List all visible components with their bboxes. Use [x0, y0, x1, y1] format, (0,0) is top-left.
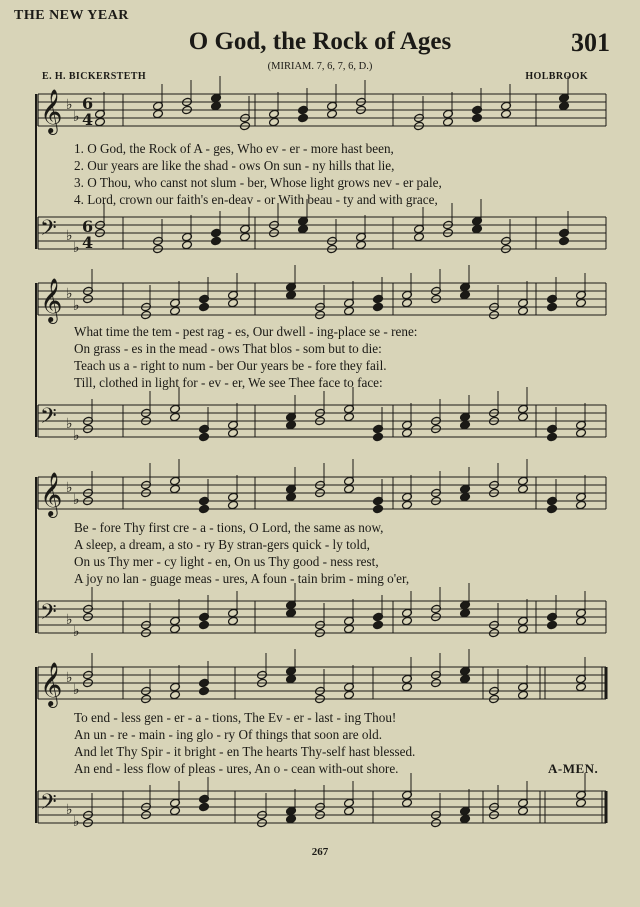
- lyric-line: 2. Our years are like the shad - ows On sun - ny hills that lie,: [74, 158, 395, 173]
- lyric-line: To end - less gen - er - a - tions, The Ev - er - last - ing Thou!: [74, 710, 397, 725]
- lyric-line: And let Thy Spir - it bright - en The hearts Thy-self hast blessed.: [74, 744, 416, 759]
- lyric-line: An un - re - main - ing glo - ry Of things that soon are old.: [74, 727, 383, 742]
- flat-icon: ♭: [66, 416, 73, 432]
- flat-icon: ♭: [73, 624, 80, 640]
- flat-icon: ♭: [73, 492, 80, 508]
- flat-icon: ♭: [66, 286, 73, 302]
- bass-clef-icon: 𝄢: [40, 600, 57, 630]
- lyric-line: An end - less flow of pleas - ures, An o - cean with-out shore.: [74, 761, 399, 776]
- lyric-line: 1. O God, the Rock of A - ges, Who ev - er - more hast been,: [74, 141, 394, 156]
- bass-clef-icon: 𝄢: [40, 790, 57, 820]
- page-number: 267: [311, 846, 329, 858]
- amen-label: A-MEN.: [548, 761, 599, 776]
- lyric-line: 3. O Thou, who canst not slum - ber, Whose light grows nev - er pale,: [74, 175, 442, 190]
- flat-icon: ♭: [73, 814, 80, 830]
- flat-icon: ♭: [73, 682, 80, 698]
- hymn-title: O God, the Rock of Ages: [188, 28, 452, 55]
- time-signature-top: 6: [82, 217, 94, 236]
- tune-meter: (MIRIAM. 7, 6, 7, 6, D.): [267, 61, 373, 72]
- lyric-line: Teach us a - right to num - ber Our years be - fore they fail.: [74, 358, 387, 373]
- composer-credit: HOLBROOK: [525, 71, 588, 82]
- flat-icon: ♭: [73, 428, 80, 444]
- flat-icon: ♭: [66, 97, 73, 113]
- flat-icon: ♭: [66, 228, 73, 244]
- treble-clef-icon: 𝄞: [40, 472, 63, 516]
- treble-clef-icon: 𝄞: [40, 89, 63, 133]
- flat-icon: ♭: [66, 802, 73, 818]
- lyric-line: On grass - es in the mead - ows That blos - som but to die:: [74, 341, 382, 356]
- time-signature-bottom: 4: [82, 110, 94, 129]
- section-heading: THE NEW YEAR: [14, 8, 129, 23]
- flat-icon: ♭: [66, 670, 73, 686]
- treble-clef-icon: 𝄞: [40, 662, 63, 706]
- lyric-line: Be - fore Thy first cre - a - tions, O Lord, the same as now,: [74, 520, 384, 535]
- flat-icon: ♭: [73, 109, 80, 125]
- lyric-line: On us Thy mer - cy light - en, On us Thy good - ness rest,: [74, 554, 379, 569]
- time-signature-bottom: 4: [82, 233, 94, 252]
- lyric-line: Till, clothed in light for - ev - er, We see Thee face to face:: [74, 375, 383, 390]
- bass-clef-icon: 𝄢: [40, 216, 57, 246]
- hymn-number: 301: [571, 28, 610, 57]
- time-signature-top: 6: [82, 94, 94, 113]
- flat-icon: ♭: [66, 480, 73, 496]
- author-credit: E. H. BICKERSTETH: [42, 71, 147, 82]
- flat-icon: ♭: [66, 612, 73, 628]
- flat-icon: ♭: [73, 240, 80, 256]
- lyric-line: 4. Lord, crown our faith's en-deav - or With beau - ty and with grace,: [74, 192, 438, 207]
- bass-clef-icon: 𝄢: [40, 404, 57, 434]
- flat-icon: ♭: [73, 298, 80, 314]
- treble-clef-icon: 𝄞: [40, 278, 63, 322]
- lyric-line: A joy no lan - guage meas - ures, A foun - tain brim - ming o'er,: [74, 571, 410, 586]
- lyric-line: What time the tem - pest rag - es, Our dwell - ing-place se - rene:: [74, 324, 418, 339]
- lyric-line: A sleep, a dream, a sto - ry By stran-gers quick - ly told,: [74, 537, 370, 552]
